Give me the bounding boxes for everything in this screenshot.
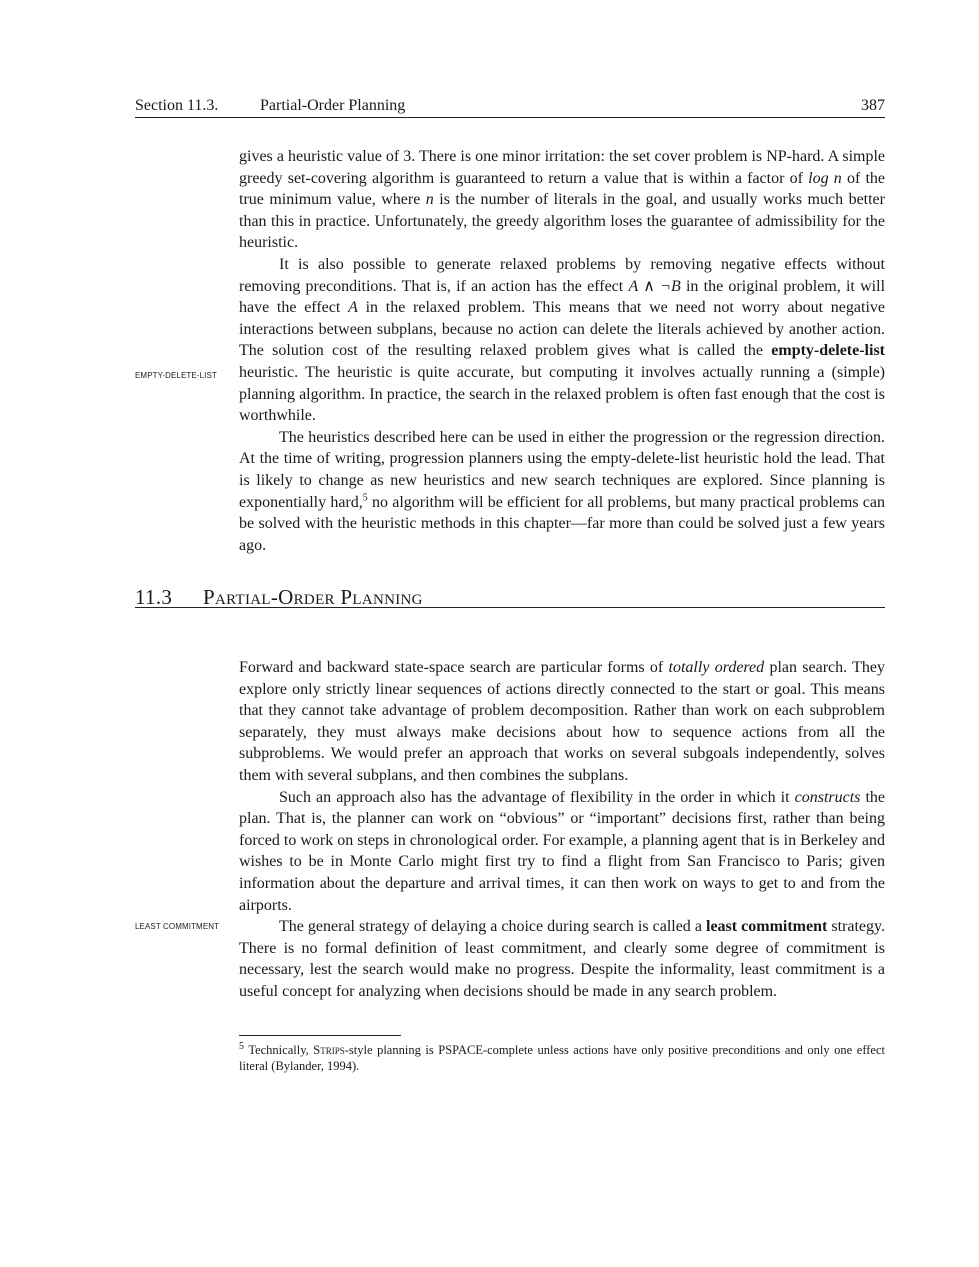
page-number: 387 [861, 97, 885, 114]
section-title: Partial-Order Planning [203, 585, 423, 609]
math-log-n: log n [808, 169, 842, 187]
footnote-ref: 5 [362, 492, 368, 504]
math-a: A [348, 299, 358, 317]
paragraph-heuristics-direction: The heuristics described here can be used in either the progression or the regression direction. At the time of writing, progression planners using the empty-delete-list heuristic hold the lead. That is likely to change as new heuristics and new search techniques are explored. Since planning is exponentially hard,$^5$ no algorithm will be efficient for all problems, but many practical problems can be solved with the heuristic methods in this chapter—far more than could be solved just a few years ago. [239, 428, 886, 554]
margin-note-least-commitment: LEAST COMMITMENT [135, 922, 220, 931]
term-totally-ordered: totally ordered [668, 659, 765, 676]
paragraph-relaxed-problems: It is also possible to generate relaxed problems by removing negative effects without removing preconditions. That is, if an action has the effect A ∧ ¬B in the original problem, it will have the effect A in the relaxed problem. This means that we need not worry about negative interactions between subplans, because no action can delete the literals achieved by another action. The solution cost of the resulting relaxed problem gives what is called the empty-delete-list heuristic. The heuristic is quite accurate, but computing it involves actually running a (simple) planning algorithm. In practice, the search in the relaxed problem is often fast enough that the cost is worthwhile. [239, 255, 886, 425]
paragraph-totally-ordered: Forward and backward state-space search are particular forms of totally ordered plan search. They explore only strictly linear sequences of actions directly connected to the start or goal. This means that they cannot take advantage of problem decomposition. Rather than work on each subproblem separately, they must always make decisions about how to sequence actions from all the subproblems. We would prefer an approach that works on several subgoals independently, solves them with several subplans, and then combines the subplans. [239, 659, 885, 784]
term-strips: Strips [313, 1043, 345, 1057]
upper-text-block [239, 146, 885, 556]
section-heading [135, 587, 885, 608]
paragraph-flexibility: Such an approach also has the advantage of flexibility in the order in which it constructs the plan. That is, the planner can work on “obvious” or “important” decisions first, rather than being forced to work on steps in chronological order. For example, a planning agent that is in Berkeley and wishes to be in Monte Carlo might first try to find a flight from San Francisco to Paris; given information about the departure and arrival times, it can then work on ways to get to and from the airports. [239, 788, 886, 914]
lower-text-block [239, 657, 885, 1003]
term-constructs: constructs [794, 788, 861, 806]
term-empty-delete-list: empty-delete-list [771, 342, 885, 360]
footnote-divider [239, 1035, 401, 1036]
footnote-mark: 5 [239, 1040, 244, 1052]
paragraph-least-commitment: The general strategy of delaying a choice during search is called a least commitment strategy. There is no formal definition of least commitment, and clearly some degree of commitment is necessary, lest the search would make no progress. Despite the informality, least commitment is a useful concept for analyzing when decisions should be made in any search problem. [239, 918, 885, 1000]
header-section: Section 11.3. [135, 97, 219, 114]
math-n: n [425, 191, 434, 209]
margin-note-empty-delete-list: EMPTY-DELETE-LIST [135, 371, 217, 380]
section-number: 11.3 [135, 585, 173, 609]
term-least-commitment: least commitment [706, 918, 828, 936]
math-a-and-not-b: A ∧ ¬B [628, 277, 681, 295]
paragraph-heuristic-value: gives a heuristic value of 3. There is one minor irritation: the set cover problem is NP-hard. A simple greedy set-covering algorithm is guaranteed to return a value that is within a factor of log n of the true minimum value, where n is the number of literals in the goal, and usually works much better than this in practice. Unfortunately, the greedy algorithm loses the guarantee of admissibility for the heuristic. [239, 148, 886, 252]
header-title: Partial-Order Planning [260, 97, 406, 114]
footnote: $^5$ Technically, Strips-style planning is PSPACE-complete unless actions have only positive preconditions and only one effect literal (Bylander, 1994). [239, 1040, 885, 1073]
running-header [135, 95, 885, 118]
